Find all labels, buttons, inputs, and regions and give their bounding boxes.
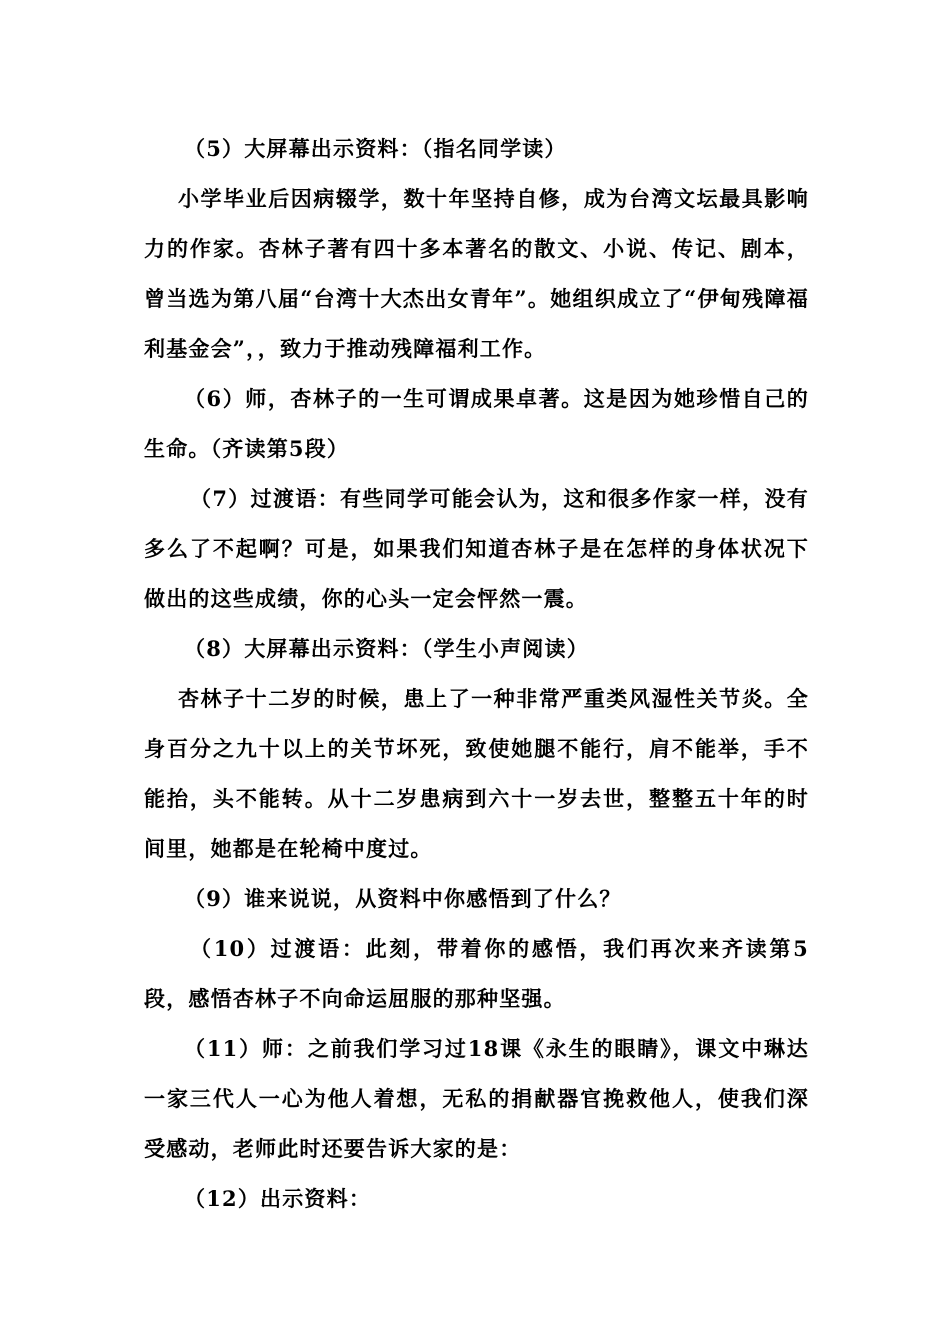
paragraph-11-teacher: （11）师：之前我们学习过18课《永生的眼睛》，课文中琳达一家三代人一心为他人着想，无私的捐献器官挽救他人，使我们深受感动，老师此时还要告诉大家的是：: [144, 1036, 809, 1161]
document-body: [144, 124, 809, 1224]
paragraph-7-transition: （7）过渡语：有些同学可能会认为，这和很多作家一样，没有多么了不起啊？可是，如果我们知道杏林子是在怎样的身体状况下做出的这些成绩，你的心头一定会怦然一震。: [144, 486, 809, 611]
paragraph-10-transition: （10）过渡语：此刻，带着你的感悟，我们再次来齐读第5段，感悟杏林子不向命运屈服的那种坚强。: [144, 936, 809, 1011]
paragraph-8-screen-material: （8）大屏幕出示资料：（学生小声阅读）: [184, 636, 589, 661]
paragraph-6-teacher: （6）师，杏林子的一生可谓成果卓著。这是因为她珍惜自己的生命。（齐读第5段）: [144, 386, 809, 461]
paragraph-biography-material: 小学毕业后因病辍学，数十年坚持自修，成为台湾文坛最具影响力的作家。杏林子著有四十多本著名的散文、小说、传记、剧本，曾当选为第八届“台湾十大杰出女青年”。她组织成立了“伊甸残障福利基金会”，，致力于推动残障福利工作。: [144, 186, 809, 361]
paragraph-9-question: （9）谁来说说，从资料中你感悟到了什么？: [184, 886, 622, 911]
paragraph-12-material: （12）出示资料：: [184, 1186, 372, 1211]
paragraph-5-screen-material: （5）大屏幕出示资料：（指名同学读）: [184, 136, 567, 161]
paragraph-illness-material: 杏林子十二岁的时候，患上了一种非常严重类风湿性关节炎。全身百分之九十以上的关节坏死，致使她腿不能行，肩不能举，手不能抬，头不能转。从十二岁患病到六十一岁去世，整整五十年的时间里，她都是在轮椅中度过。: [144, 686, 809, 861]
